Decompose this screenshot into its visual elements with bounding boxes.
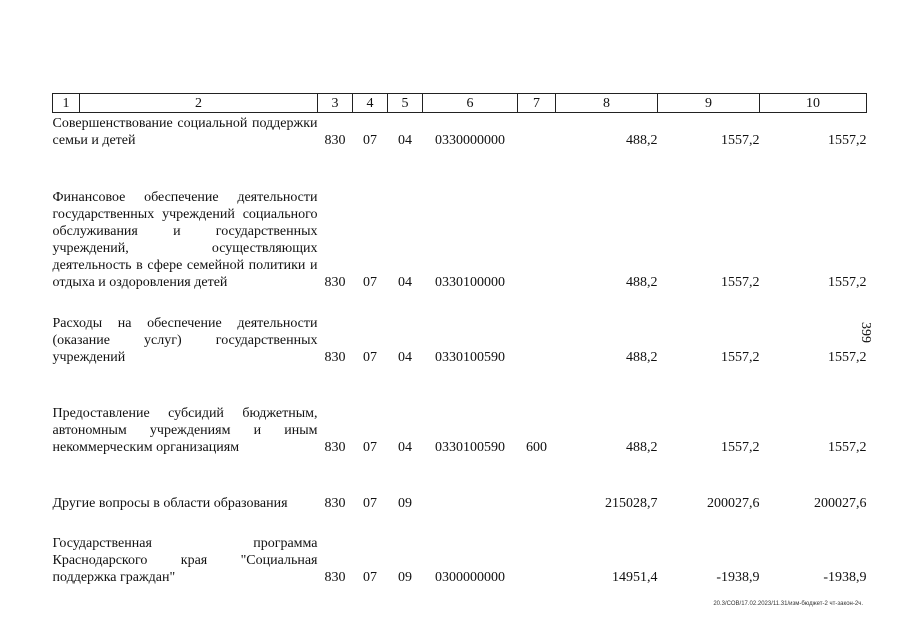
cell-rz: 07	[363, 274, 377, 290]
cell-amount-8: 488,2	[626, 132, 658, 148]
cell-ved: 830	[324, 132, 346, 148]
cell-amount-9: 1557,2	[721, 274, 760, 290]
cell-ved: 830	[324, 495, 346, 511]
cell-amount-9: 1557,2	[721, 132, 760, 148]
column-header: 10	[760, 94, 867, 113]
column-header: 7	[518, 94, 556, 113]
page-number: 399	[858, 322, 873, 343]
cell-pr: 09	[398, 495, 412, 511]
cell-amount-10: 1557,2	[828, 132, 867, 148]
cell-amount-9: -1938,9	[716, 569, 760, 585]
row-name: Другие вопросы в области образования	[52, 495, 288, 511]
cell-amount-8: 488,2	[626, 439, 658, 455]
column-header: 8	[556, 94, 658, 113]
cell-amount-9: 1557,2	[721, 349, 760, 365]
cell-ved: 830	[324, 274, 346, 290]
cell-amount-10: 1557,2	[828, 439, 867, 455]
cell-pr: 04	[398, 274, 412, 290]
cell-rz: 07	[363, 132, 377, 148]
cell-amount-9: 1557,2	[721, 439, 760, 455]
cell-rz: 07	[363, 569, 377, 585]
cell-amount-10: -1938,9	[823, 569, 867, 585]
cell-pr: 04	[398, 349, 412, 365]
cell-amount-8: 488,2	[626, 274, 658, 290]
header-row	[53, 94, 867, 113]
row-name: Совершенствование социальной поддержки семьи и детей	[52, 115, 318, 148]
cell-rz: 07	[363, 495, 377, 511]
cell-vr	[518, 291, 556, 366]
cell-amount-8: 488,2	[626, 349, 658, 365]
cell-vr	[518, 149, 556, 291]
cell-vr	[518, 456, 556, 512]
cell-csr: 0300000000	[435, 569, 505, 585]
row-name: Предоставление субсидий бюджетным, автономным учреждениям и иным некоммерческим организациям	[52, 405, 318, 455]
cell-amount-10: 200027,6	[814, 495, 867, 511]
cell-vr	[518, 512, 556, 586]
cell-vr: 600	[526, 439, 547, 455]
table-row	[53, 512, 867, 586]
column-header: 3	[318, 94, 353, 113]
cell-ved: 830	[324, 349, 346, 365]
cell-csr	[423, 456, 518, 512]
row-name: Финансовое обеспечение деятельности государственных учреждений социального обслуживания и государственных учреждений, осуществляющих деятельность в сфере семейной политики и отдыха и оздоровления детей	[52, 189, 318, 290]
cell-ved: 830	[324, 439, 346, 455]
table-row	[53, 149, 867, 291]
table-row	[53, 113, 867, 149]
cell-pr: 04	[398, 132, 412, 148]
column-header: 9	[658, 94, 760, 113]
cell-pr: 09	[398, 569, 412, 585]
table-row	[53, 366, 867, 456]
table-row	[53, 456, 867, 512]
column-header: 1	[53, 94, 80, 113]
cell-amount-9: 200027,6	[707, 495, 760, 511]
cell-vr	[518, 113, 556, 149]
row-name: Расходы на обеспечение деятельности (оказание услуг) государственных учреждений	[52, 315, 318, 365]
column-header: 5	[388, 94, 423, 113]
cell-rz: 07	[363, 439, 377, 455]
footer-code: 20.3/СОВ/17.02.2023/11.31/изм-бюджет-2 чт-закон-2ч.	[713, 601, 863, 607]
row-name: Государственная программа Краснодарского края "Социальная поддержка граждан"	[52, 535, 318, 585]
column-header: 2	[80, 94, 318, 113]
cell-amount-10: 1557,2	[828, 274, 867, 290]
cell-amount-8: 14951,4	[612, 569, 658, 585]
budget-table	[52, 93, 867, 586]
cell-amount-10: 1557,2	[828, 349, 867, 365]
cell-pr: 04	[398, 439, 412, 455]
cell-csr: 0330000000	[435, 132, 505, 148]
column-header: 4	[353, 94, 388, 113]
cell-amount-8: 215028,7	[605, 495, 658, 511]
column-header: 6	[423, 94, 518, 113]
cell-csr: 0330100590	[435, 439, 505, 455]
cell-rz: 07	[363, 349, 377, 365]
cell-csr: 0330100000	[435, 274, 505, 290]
table-row	[53, 291, 867, 366]
cell-ved: 830	[324, 569, 346, 585]
cell-csr: 0330100590	[435, 349, 505, 365]
